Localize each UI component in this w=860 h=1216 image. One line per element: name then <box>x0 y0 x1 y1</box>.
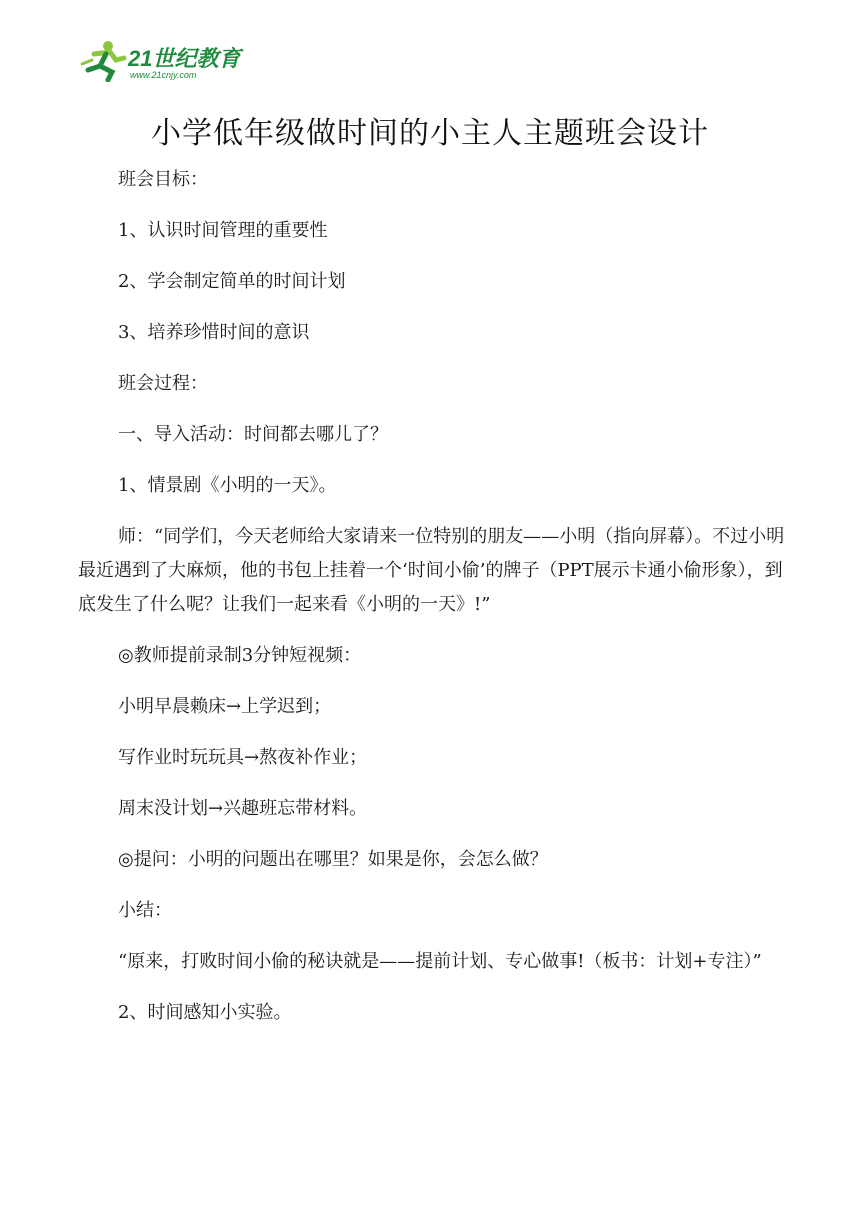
paragraph: 2、时间感知小实验。 <box>118 1002 292 1023</box>
paragraph: 1、认识时间管理的重要性 <box>118 220 328 241</box>
paragraph: 小明早晨赖床→上学迟到； <box>118 696 332 717</box>
paragraph: 一、导入活动：时间都去哪儿了？ <box>118 424 388 445</box>
paragraph: “原来，打败时间小偷的秘诀就是——提前计划、专心做事!（板书：计划+专注）” <box>118 951 762 972</box>
paragraph: ◎教师提前录制3分钟短视频： <box>118 645 362 666</box>
paragraph: 师：“同学们，今天老师给大家请来一位特别的朋友——小明（指向屏幕）。不过小明最近遇到了大麻烦，他的书包上挂着一个‘时间小偷’的牌子（PPT展示卡通小偷形象），到底发生了什么呢？让我们一起来看《小明的一天》!” <box>78 526 785 615</box>
runner-logo-icon <box>80 40 250 82</box>
site-logo[interactable] <box>80 40 250 82</box>
paragraph: 2、学会制定简单的时间计划 <box>118 271 346 292</box>
paragraph: 小结： <box>118 900 172 921</box>
paragraph: 班会目标： <box>118 169 208 190</box>
logo-brand-text: 21世纪教育 <box>128 46 241 71</box>
paragraph: ◎提问：小明的问题出在哪里？如果是你，会怎么做？ <box>118 849 548 870</box>
logo-url-text: www.21cnjy.com <box>130 70 197 80</box>
paragraph: 写作业时玩玩具→熬夜补作业； <box>118 747 368 768</box>
document-title: 小学低年级做时间的小主人主题班会设计 <box>151 116 709 151</box>
paragraph: 1、情景剧《小明的一天》。 <box>118 475 337 496</box>
paragraph: 班会过程： <box>118 373 208 394</box>
document-body <box>78 163 786 1047</box>
paragraph: 周末没计划→兴趣班忘带材料。 <box>118 798 368 819</box>
paragraph: 3、培养珍惜时间的意识 <box>118 322 310 343</box>
